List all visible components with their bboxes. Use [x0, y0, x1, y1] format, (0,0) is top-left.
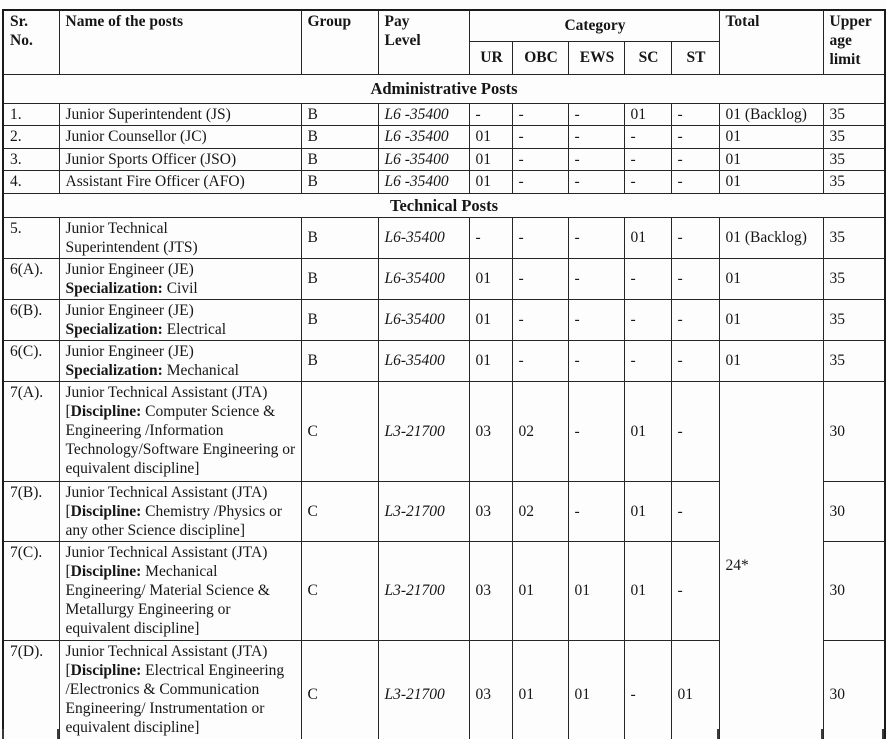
- st-cell: -: [671, 340, 719, 381]
- obc-cell: -: [512, 258, 568, 299]
- sr-no-cell: 1.: [3, 103, 59, 125]
- ews-cell: -: [568, 148, 624, 170]
- post-name-cell: [59, 148, 301, 170]
- post-title: Junior Technical: [65, 219, 168, 237]
- post-title: Junior Technical Assistant (JTA): [65, 642, 268, 660]
- post-detail: [Discipline: Mechanical Engineering/ Material Science & Metallurgy Engineering or equivalent discipline]: [65, 562, 270, 637]
- ews-cell: -: [568, 170, 624, 193]
- total-cell: 01: [719, 170, 823, 193]
- sc-cell: -: [624, 148, 671, 170]
- header-post-name: Name of the posts: [59, 10, 301, 74]
- pay-level-cell: L6 -35400: [378, 125, 469, 148]
- ews-cell: -: [568, 125, 624, 148]
- sc-cell: 01: [624, 541, 671, 640]
- table-continuation: [0, 729, 886, 739]
- age-cell: 30: [823, 481, 885, 541]
- post-title: Junior Sports Officer (JSO): [65, 150, 237, 168]
- header-row-1: [3, 10, 885, 41]
- obc-cell: -: [512, 217, 568, 258]
- sr-no-cell: 2.: [3, 125, 59, 148]
- sc-cell: 01: [624, 103, 671, 125]
- pay-level-cell: L6-35400: [378, 340, 469, 381]
- sc-cell: 01: [624, 217, 671, 258]
- post-name-cell: [59, 340, 301, 381]
- obc-cell: -: [512, 170, 568, 193]
- total-merged-cell: 24*: [719, 381, 823, 739]
- obc-cell: 02: [512, 481, 568, 541]
- total-cell: 01: [719, 299, 823, 340]
- post-detail: [Discipline: Electrical Engineering /Electronics & Communication Engineering/ Instrumentation or equivalent discipline]: [65, 661, 285, 736]
- table-row: [3, 381, 885, 481]
- ews-cell: -: [568, 481, 624, 541]
- pay-level-cell: L6 -35400: [378, 170, 469, 193]
- post-detail: Specialization: Electrical: [65, 320, 227, 338]
- ur-cell: 01: [469, 340, 512, 381]
- post-title: Junior Technical Assistant (JTA): [65, 543, 268, 561]
- pay-level-cell: L6 -35400: [378, 103, 469, 125]
- age-cell: 35: [823, 125, 885, 148]
- sc-cell: -: [624, 640, 671, 739]
- ur-cell: 03: [469, 481, 512, 541]
- header-ur: UR: [469, 41, 512, 74]
- header-group: Group: [301, 10, 378, 74]
- st-cell: -: [671, 541, 719, 640]
- section-administrative-posts: [3, 74, 885, 103]
- post-name-cell: [59, 217, 301, 258]
- table-row: [3, 148, 885, 170]
- group-cell: C: [301, 481, 378, 541]
- group-cell: C: [301, 381, 378, 481]
- post-name-cell: [59, 481, 301, 541]
- pay-level-cell: L6-35400: [378, 299, 469, 340]
- obc-cell: -: [512, 299, 568, 340]
- table-row: [3, 103, 885, 125]
- group-cell: B: [301, 148, 378, 170]
- section-title: Technical Posts: [3, 193, 885, 217]
- table-row: [3, 340, 885, 381]
- post-title: Junior Technical Assistant (JTA): [65, 383, 268, 401]
- post-title: Junior Engineer (JE): [65, 342, 194, 360]
- header-pay-level-text: Pay Level: [384, 13, 421, 49]
- sr-no-cell: 6(B).: [3, 299, 59, 340]
- total-cell: 01: [719, 125, 823, 148]
- header-category: Category: [469, 10, 719, 41]
- ur-cell: 01: [469, 258, 512, 299]
- continuation-border-age: [821, 729, 823, 739]
- sc-cell: 01: [624, 381, 671, 481]
- st-cell: -: [671, 481, 719, 541]
- header-st: ST: [671, 41, 719, 74]
- post-title: Junior Engineer (JE): [65, 301, 194, 319]
- post-name-cell: [59, 541, 301, 640]
- age-cell: 35: [823, 340, 885, 381]
- sr-no-cell: 4.: [3, 170, 59, 193]
- sc-cell: -: [624, 299, 671, 340]
- sr-no-cell: 3.: [3, 148, 59, 170]
- post-detail: Specialization: Civil: [65, 279, 198, 297]
- post-name-cell: [59, 640, 301, 739]
- ur-cell: 03: [469, 541, 512, 640]
- post-name-cell: [59, 381, 301, 481]
- sr-no-cell: 6(C).: [3, 340, 59, 381]
- sc-cell: -: [624, 170, 671, 193]
- age-cell: 30: [823, 541, 885, 640]
- table-row: [3, 170, 885, 193]
- post-name-cell: [59, 103, 301, 125]
- table-row: [3, 125, 885, 148]
- obc-cell: -: [512, 125, 568, 148]
- continuation-border-right: [882, 729, 884, 739]
- age-cell: 35: [823, 217, 885, 258]
- pay-level-cell: L3-21700: [378, 381, 469, 481]
- st-cell: -: [671, 217, 719, 258]
- post-title: Assistant Fire Officer (AFO): [65, 172, 245, 190]
- ur-cell: 01: [469, 125, 512, 148]
- post-title: Junior Technical Assistant (JTA): [65, 483, 268, 501]
- pay-level-cell: L6-35400: [378, 258, 469, 299]
- post-name-cell: [59, 258, 301, 299]
- header-upper-age-limit-text: Upper age limit: [829, 13, 872, 68]
- age-cell: 30: [823, 381, 885, 481]
- st-cell: -: [671, 125, 719, 148]
- group-cell: B: [301, 258, 378, 299]
- table-row: [3, 299, 885, 340]
- table-row: [3, 217, 885, 258]
- post-detail: [Discipline: Computer Science & Engineering /Information Technology/Software Engineering or equivalent discipline]: [65, 402, 296, 477]
- total-cell: 01: [719, 148, 823, 170]
- group-cell: B: [301, 340, 378, 381]
- group-cell: B: [301, 299, 378, 340]
- age-cell: 35: [823, 299, 885, 340]
- header-sc: SC: [624, 41, 671, 74]
- group-cell: B: [301, 103, 378, 125]
- age-cell: 35: [823, 170, 885, 193]
- obc-cell: 02: [512, 381, 568, 481]
- ur-cell: 01: [469, 148, 512, 170]
- post-title: Junior Engineer (JE): [65, 260, 194, 278]
- obc-cell: -: [512, 148, 568, 170]
- sc-cell: -: [624, 258, 671, 299]
- pay-level-cell: L6 -35400: [378, 148, 469, 170]
- pay-level-cell: L3-21700: [378, 541, 469, 640]
- total-cell: 01 (Backlog): [719, 103, 823, 125]
- age-cell: 35: [823, 258, 885, 299]
- obc-cell: -: [512, 103, 568, 125]
- ur-cell: -: [469, 217, 512, 258]
- continuation-border-left: [2, 729, 4, 739]
- recruitment-posts-table: [2, 9, 886, 739]
- ur-cell: 01: [469, 170, 512, 193]
- ews-cell: -: [568, 381, 624, 481]
- age-cell: 30: [823, 640, 885, 739]
- section-technical-posts: [3, 193, 885, 217]
- continuation-border-sr: [57, 729, 59, 739]
- st-cell: -: [671, 258, 719, 299]
- header-total: Total: [719, 10, 823, 74]
- post-name-cell: [59, 299, 301, 340]
- total-cell: 01: [719, 258, 823, 299]
- group-cell: C: [301, 640, 378, 739]
- ews-cell: 01: [568, 541, 624, 640]
- continuation-border-total: [717, 729, 719, 739]
- ur-cell: 01: [469, 299, 512, 340]
- sr-no-cell: 7(B).: [3, 481, 59, 541]
- pay-level-cell: L6-35400: [378, 217, 469, 258]
- sr-no-cell: 7(D).: [3, 640, 59, 739]
- st-cell: -: [671, 148, 719, 170]
- st-cell: -: [671, 103, 719, 125]
- header-sr-no: Sr. No.: [3, 10, 59, 74]
- post-name-cell: [59, 170, 301, 193]
- st-cell: -: [671, 381, 719, 481]
- sr-no-cell: 6(A).: [3, 258, 59, 299]
- sc-cell: -: [624, 340, 671, 381]
- group-cell: B: [301, 125, 378, 148]
- pay-level-cell: L3-21700: [378, 481, 469, 541]
- st-cell: 01: [671, 640, 719, 739]
- post-title: Junior Superintendent (JS): [65, 105, 231, 123]
- section-title: Administrative Posts: [3, 74, 885, 103]
- st-cell: -: [671, 299, 719, 340]
- table-row: [3, 258, 885, 299]
- total-cell: 01 (Backlog): [719, 217, 823, 258]
- age-cell: 35: [823, 148, 885, 170]
- pay-level-cell: L3-21700: [378, 640, 469, 739]
- header-pay-level: [378, 10, 469, 74]
- sr-no-cell: 7(C).: [3, 541, 59, 640]
- age-cell: 35: [823, 103, 885, 125]
- post-name-cell: [59, 125, 301, 148]
- ur-cell: 03: [469, 381, 512, 481]
- header-ews: EWS: [568, 41, 624, 74]
- post-title: Junior Counsellor (JC): [65, 127, 207, 145]
- post-detail: Specialization: Mechanical: [65, 361, 239, 379]
- sr-no-cell: 7(A).: [3, 381, 59, 481]
- group-cell: B: [301, 170, 378, 193]
- post-title-line2: Superintendent (JTS): [65, 238, 198, 256]
- group-cell: B: [301, 217, 378, 258]
- header-upper-age-limit: [823, 10, 885, 74]
- ews-cell: -: [568, 103, 624, 125]
- ews-cell: -: [568, 299, 624, 340]
- ur-cell: 03: [469, 640, 512, 739]
- total-cell: 01: [719, 340, 823, 381]
- ur-cell: -: [469, 103, 512, 125]
- obc-cell: 01: [512, 541, 568, 640]
- obc-cell: -: [512, 340, 568, 381]
- sc-cell: -: [624, 125, 671, 148]
- ews-cell: -: [568, 340, 624, 381]
- sr-no-cell: 5.: [3, 217, 59, 258]
- obc-cell: 01: [512, 640, 568, 739]
- header-obc: OBC: [512, 41, 568, 74]
- st-cell: -: [671, 170, 719, 193]
- ews-cell: -: [568, 258, 624, 299]
- ews-cell: -: [568, 217, 624, 258]
- ews-cell: 01: [568, 640, 624, 739]
- sc-cell: 01: [624, 481, 671, 541]
- group-cell: C: [301, 541, 378, 640]
- post-detail: [Discipline: Chemistry /Physics or any other Science discipline]: [65, 502, 283, 539]
